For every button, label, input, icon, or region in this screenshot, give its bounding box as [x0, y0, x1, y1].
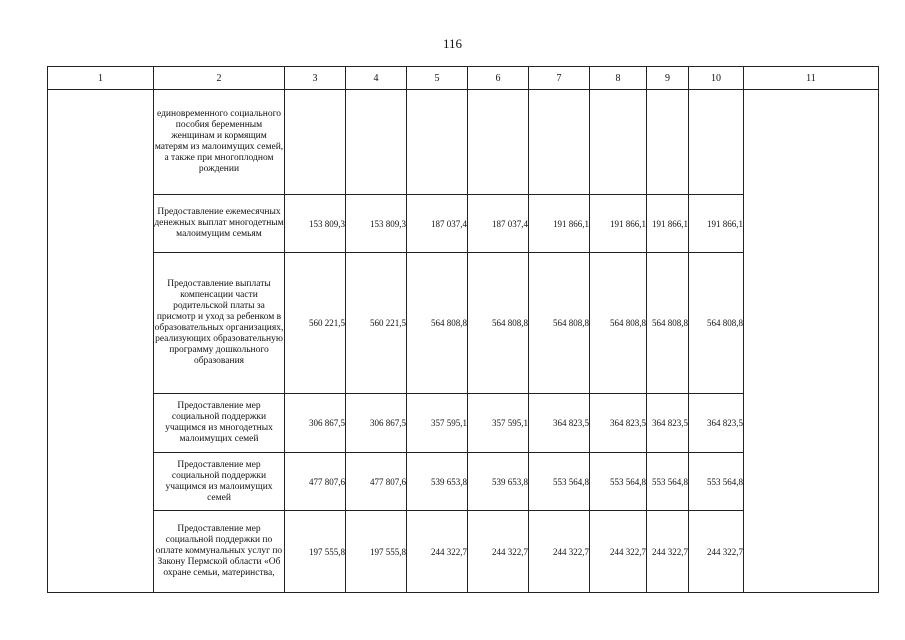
value-cell: 564 808,8: [468, 253, 529, 394]
value-cell: 191 866,1: [529, 195, 590, 253]
value-cell: 564 808,8: [689, 253, 744, 394]
col-header-3: 3: [285, 67, 346, 90]
value-cell: 364 823,5: [689, 394, 744, 453]
value-cell: [647, 90, 689, 195]
value-cell: 191 866,1: [647, 195, 689, 253]
value-cell: [468, 90, 529, 195]
value-cell: [590, 90, 647, 195]
page-number: 116: [442, 36, 463, 51]
value-cell: 553 564,8: [590, 453, 647, 511]
col-header-10: 10: [689, 67, 744, 90]
col-header-1: 1: [48, 67, 154, 90]
value-cell: 191 866,1: [689, 195, 744, 253]
value-cell: 357 595,1: [468, 394, 529, 453]
value-cell: 364 823,5: [529, 394, 590, 453]
value-cell: 244 322,7: [590, 511, 647, 593]
value-cell: 244 322,7: [647, 511, 689, 593]
value-cell: 306 867,5: [346, 394, 407, 453]
value-cell: 244 322,7: [407, 511, 468, 593]
row-description: Предоставление выплаты компенсации части родительской платы за присмотр и уход за ребенком в образовательных организациях, реализующих образовательную программу дошкольного образования: [154, 253, 285, 394]
value-cell: 539 653,8: [407, 453, 468, 511]
value-cell: 477 807,6: [285, 453, 346, 511]
value-cell: [285, 90, 346, 195]
table-row: [48, 90, 879, 195]
value-cell: 244 322,7: [468, 511, 529, 593]
value-cell: 553 564,8: [529, 453, 590, 511]
col-header-6: 6: [468, 67, 529, 90]
value-cell: 357 595,1: [407, 394, 468, 453]
value-cell: 244 322,7: [529, 511, 590, 593]
col1-merged-cell: [48, 90, 154, 593]
col-header-9: 9: [647, 67, 689, 90]
col-header-7: 7: [529, 67, 590, 90]
col-header-2: 2: [154, 67, 285, 90]
value-cell: 364 823,5: [647, 394, 689, 453]
row-description: Предоставление ежемесячных денежных выплат многодетным малоимущим семьям: [154, 195, 285, 253]
value-cell: 191 866,1: [590, 195, 647, 253]
value-cell: 564 808,8: [590, 253, 647, 394]
value-cell: 187 037,4: [468, 195, 529, 253]
value-cell: 364 823,5: [590, 394, 647, 453]
value-cell: [346, 90, 407, 195]
value-cell: 564 808,8: [407, 253, 468, 394]
row-description: Предоставление мер социальной поддержки по оплате коммунальных услуг по Закону Пермской области «Об охране семьи, материнства,: [154, 511, 285, 593]
value-cell: 564 808,8: [647, 253, 689, 394]
col-header-8: 8: [590, 67, 647, 90]
col-header-4: 4: [346, 67, 407, 90]
value-cell: 539 653,8: [468, 453, 529, 511]
value-cell: 197 555,8: [346, 511, 407, 593]
col-header-5: 5: [407, 67, 468, 90]
value-cell: 153 809,3: [285, 195, 346, 253]
col-header-11: 11: [744, 67, 879, 90]
value-cell: [689, 90, 744, 195]
header-row: [48, 67, 879, 90]
value-cell: 153 809,3: [346, 195, 407, 253]
value-cell: 187 037,4: [407, 195, 468, 253]
value-cell: 560 221,5: [346, 253, 407, 394]
value-cell: 553 564,8: [689, 453, 744, 511]
value-cell: 306 867,5: [285, 394, 346, 453]
row-description: Предоставление мер социальной поддержки учащимся из многодетных малоимущих семей: [154, 394, 285, 453]
value-cell: 477 807,6: [346, 453, 407, 511]
row-description: Предоставление мер социальной поддержки учащимся из малоимущих семей: [154, 453, 285, 511]
value-cell: [529, 90, 590, 195]
budget-table: [47, 66, 879, 593]
value-cell: [407, 90, 468, 195]
value-cell: 553 564,8: [647, 453, 689, 511]
row-description: единовременного социального пособия беременным женщинам и кормящим матерям из малоимущих семей, а также при многоплодном рождении: [154, 90, 285, 195]
col11-merged-cell: [744, 90, 879, 593]
value-cell: 564 808,8: [529, 253, 590, 394]
value-cell: 197 555,8: [285, 511, 346, 593]
value-cell: 560 221,5: [285, 253, 346, 394]
value-cell: 244 322,7: [689, 511, 744, 593]
